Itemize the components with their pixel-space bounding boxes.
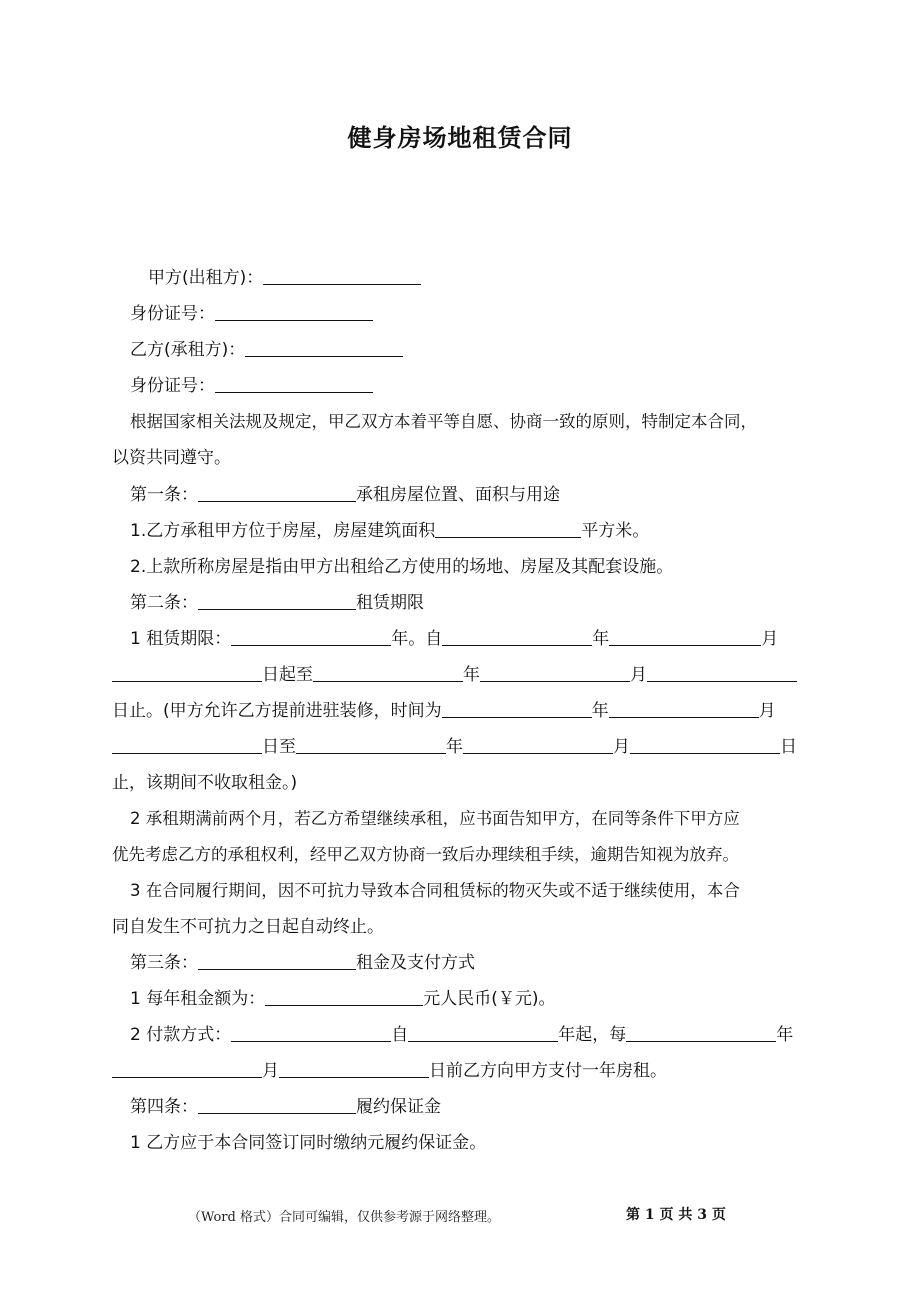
clause-1-1-text: 1.乙方承租甲方位于房屋，房屋建筑面积 [130, 521, 436, 541]
article-3-title: 租金及支付方式 [356, 953, 475, 973]
lease-term-line-5: 止，该期间不收取租金。) [112, 773, 298, 793]
article-3-blank [198, 951, 356, 970]
annual-rent-unit: 元人民币(￥元)。 [423, 989, 556, 1009]
article-4-label: 第四条： [130, 1097, 198, 1117]
clause-2-2-line-1: 2 承租期满前两个月，若乙方希望继续承租，应书面告知甲方，在同等条件下甲方应 [130, 809, 740, 828]
payment-month-unit: 月 [262, 1061, 279, 1081]
payment-every-year-blank [626, 1023, 776, 1042]
party-a-blank [263, 266, 421, 285]
payment-start-year-blank [408, 1023, 558, 1042]
reno-end-day-blank [630, 735, 780, 754]
reno-end-month-blank [463, 735, 613, 754]
party-b-id-line [130, 374, 830, 398]
party-a-label: 甲方(出租方)： [148, 268, 264, 288]
clause-4-1: 1 乙方应于本合同签订同时缴纳元履约保证金。 [130, 1133, 487, 1153]
reno-month-unit: 月 [758, 701, 776, 721]
article-4-blank [198, 1095, 356, 1114]
payment-year-every: 年起，每 [558, 1025, 627, 1045]
clause-2-3-line-1: 3 在合同履行期间，因不可抗力导致本合同租赁标的物灭失或不适于继续使用，本合 [130, 881, 740, 900]
document-title: 健身房场地租赁合同 [347, 124, 573, 152]
lease-years-from: 年。自 [391, 629, 443, 649]
payment-year-unit: 年 [776, 1025, 794, 1045]
lease-term-line-2 [112, 663, 812, 687]
party-a-id-blank [215, 302, 373, 321]
article-2-blank [198, 591, 356, 610]
payment-month-blank [112, 1059, 262, 1078]
lease-years-blank [231, 627, 391, 646]
preamble-line-1: 根据国家相关法规及规定，甲乙双方本着平等自愿、协商一致的原则，特制定本合同， [130, 412, 757, 431]
end-year-unit: 年 [463, 665, 480, 685]
party-a-id-label: 身份证号： [130, 304, 215, 324]
lease-term-line-4 [112, 735, 812, 759]
article-1-heading [130, 483, 830, 507]
reno-year-unit: 年 [591, 701, 609, 721]
lease-term-line-3 [112, 699, 812, 723]
end-month-blank [480, 663, 630, 682]
article-3-heading [130, 951, 830, 975]
clause-1-1 [130, 519, 830, 543]
reno-start-day-blank [112, 735, 262, 754]
payment-from: 自 [391, 1025, 409, 1045]
party-b-id-label: 身份证号： [130, 376, 215, 396]
annual-rent-blank [265, 987, 423, 1006]
article-3-label: 第三条： [130, 953, 198, 973]
article-1-label: 第一条： [130, 485, 198, 505]
clause-3-1 [130, 987, 830, 1011]
lease-term-label: 1 租赁期限： [130, 629, 232, 649]
article-1-blank [198, 483, 356, 502]
preamble-line-2: 以资共同遵守。 [112, 448, 231, 468]
article-2-heading [130, 591, 830, 615]
reno-start-month-blank [609, 699, 759, 718]
party-b-id-blank [215, 374, 373, 393]
article-4-title: 履约保证金 [356, 1097, 441, 1117]
party-b-line [130, 338, 830, 362]
reno-end-day-unit: 日 [780, 737, 797, 757]
clause-1-2: 2.上款所称房屋是指由甲方出租给乙方使用的场地、房屋及其配套设施。 [130, 557, 674, 577]
article-2-label: 第二条： [130, 593, 198, 613]
clause-1-1-unit: 平方米。 [581, 521, 650, 541]
party-b-blank [245, 338, 403, 357]
reno-end-month-unit: 月 [613, 737, 630, 757]
reno-start-year-blank [442, 699, 592, 718]
clause-3-2-line-1 [130, 1023, 830, 1047]
end-day-blank [647, 663, 797, 682]
party-a-id-line [130, 302, 830, 326]
clause-3-2-line-2 [112, 1059, 812, 1083]
party-b-label: 乙方(承租方)： [130, 340, 246, 360]
start-month-unit: 月 [761, 629, 779, 649]
clause-2-2-line-2: 优先考虑乙方的承租权利，经甲乙双方协商一致后办理续租手续，逾期告知视为放弃。 [112, 845, 739, 864]
start-year-blank [442, 627, 592, 646]
footer-note: （Word 格式）合同可编辑，仅供参考源于网络整理。 [188, 1210, 500, 1225]
area-blank [435, 519, 581, 538]
clause-2-3-line-2: 同自发生不可抗力之日起自动终止。 [112, 917, 384, 937]
payment-day-text: 日前乙方向甲方支付一年房租。 [429, 1061, 667, 1081]
start-year-unit: 年 [592, 629, 610, 649]
start-month-blank [609, 627, 761, 646]
party-a-line [148, 266, 848, 290]
payment-day-blank [279, 1059, 429, 1078]
reno-end-year-blank [296, 735, 446, 754]
payment-method-label: 2 付款方式： [130, 1025, 232, 1045]
end-month-unit: 月 [630, 665, 647, 685]
article-2-title: 租赁期限 [356, 593, 424, 613]
article-4-heading [130, 1095, 830, 1119]
article-1-title: 承租房屋位置、面积与用途 [356, 485, 560, 505]
lease-term-line-1 [130, 627, 830, 651]
annual-rent-label: 1 每年租金额为： [130, 989, 266, 1009]
reno-end-year-unit: 年 [446, 737, 463, 757]
start-day-blank [112, 663, 262, 682]
renovation-text: 日止。(甲方允许乙方提前进驻装修，时间为 [112, 701, 442, 721]
end-year-blank [313, 663, 463, 682]
page-number: 第 1 页 共 3 页 [626, 1207, 726, 1223]
start-day-until: 日起至 [262, 665, 313, 685]
payment-method-blank [231, 1023, 391, 1042]
reno-day-to: 日至 [262, 737, 296, 757]
